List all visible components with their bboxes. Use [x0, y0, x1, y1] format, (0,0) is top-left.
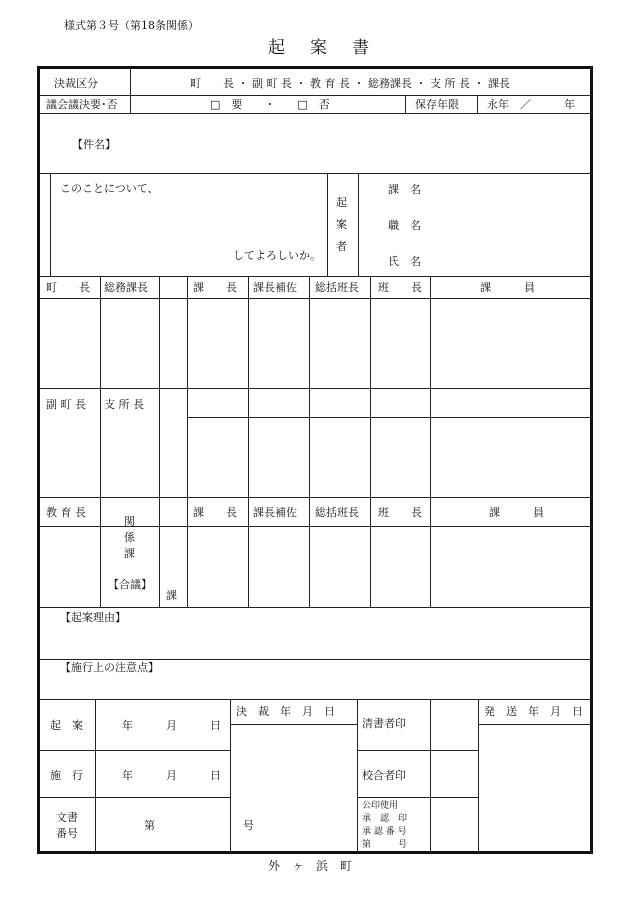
general-leader-header: 総括班長 — [315, 281, 359, 294]
reason-label: 【起案理由】 — [60, 611, 126, 624]
body-intro: このことについて、 — [60, 182, 159, 195]
council-vote-options[interactable]: □ 要 ・ □ 否 — [210, 98, 330, 111]
section-chief-header: 課 長 — [193, 281, 237, 294]
education-chief-header: 教 育 長 — [46, 506, 86, 519]
drafter-label-2: 案 — [336, 218, 347, 231]
dispatch-date-label: 発 送 年 月 日 — [484, 705, 583, 718]
name-label: 氏 名 — [388, 255, 421, 268]
mayor-header: 町 長 — [46, 281, 90, 294]
council-vote-label: 議会議決要･否 — [46, 98, 118, 111]
doc-number-value[interactable]: 第 号 — [144, 819, 254, 832]
consultation-label: 【合議】 — [108, 578, 152, 591]
related-dept-3: 課 — [124, 547, 135, 560]
form-number: 様式第３号（第18条関係） — [64, 19, 199, 32]
position-label: 職 名 — [388, 219, 421, 232]
proofreader-label: 校合者印 — [362, 769, 406, 782]
approval-form — [37, 66, 593, 854]
section-chief-header-2: 課 長 — [193, 506, 237, 519]
doc-number-label-1: 文書 — [56, 811, 78, 824]
approval-category-options[interactable]: 町 長 ・ 副 町 長 ・ 教 育 長 ・ 総務課長 ・ 支 所 長 ・ 課長 — [190, 77, 510, 90]
decision-date-label: 決 裁 年 月 日 — [236, 705, 335, 718]
retention-label: 保存年限 — [415, 98, 459, 111]
related-dept-2: 係 — [124, 531, 135, 544]
team-leader-header: 班 長 — [378, 281, 422, 294]
seal-line-2: 承 認 印 — [362, 814, 408, 824]
deputy-mayor-header: 副 町 長 — [46, 398, 86, 411]
general-affairs-chief-header: 総務課長 — [104, 281, 148, 294]
subject-label: 【件名】 — [72, 138, 116, 151]
related-dept-1: 関 — [124, 515, 135, 528]
enforce-date[interactable]: 年 月 日 — [122, 769, 221, 782]
approval-category-label: 決裁区分 — [54, 77, 98, 90]
general-leader-header-2: 総括班長 — [315, 506, 359, 519]
draft-label: 起 案 — [50, 719, 83, 732]
dept-suffix: 課 — [166, 589, 177, 602]
dept-name-label: 課 名 — [388, 183, 421, 196]
branch-chief-header: 支 所 長 — [104, 398, 144, 411]
assistant-chief-header-2: 課長補佐 — [253, 506, 297, 519]
enforce-label: 施 行 — [50, 769, 83, 782]
retention-value[interactable]: 永年 ／ 年 — [487, 98, 575, 111]
issuer-name: 外 ヶ 浜 町 — [268, 859, 353, 873]
draft-date[interactable]: 年 月 日 — [122, 719, 221, 732]
drafter-label-3: 者 — [336, 240, 347, 253]
staff-header: 課 員 — [480, 281, 535, 294]
team-leader-header-2: 班 長 — [378, 506, 422, 519]
assistant-chief-header: 課長補佐 — [253, 281, 297, 294]
seal-line-1: 公印使用 — [362, 801, 399, 811]
page-title: 起 案 書 — [268, 38, 373, 58]
seal-line-3: 承 認 番 号 — [362, 827, 407, 837]
drafter-label-1: 起 — [336, 196, 347, 209]
body-closing: してよろしいか。 — [233, 249, 321, 262]
staff-header-2: 課 員 — [489, 506, 544, 519]
notes-label: 【施行上の注意点】 — [60, 661, 159, 674]
doc-number-label-2: 番号 — [56, 827, 78, 840]
clean-copy-label: 清書者印 — [362, 717, 406, 730]
seal-line-4: 第 号 — [362, 840, 408, 850]
